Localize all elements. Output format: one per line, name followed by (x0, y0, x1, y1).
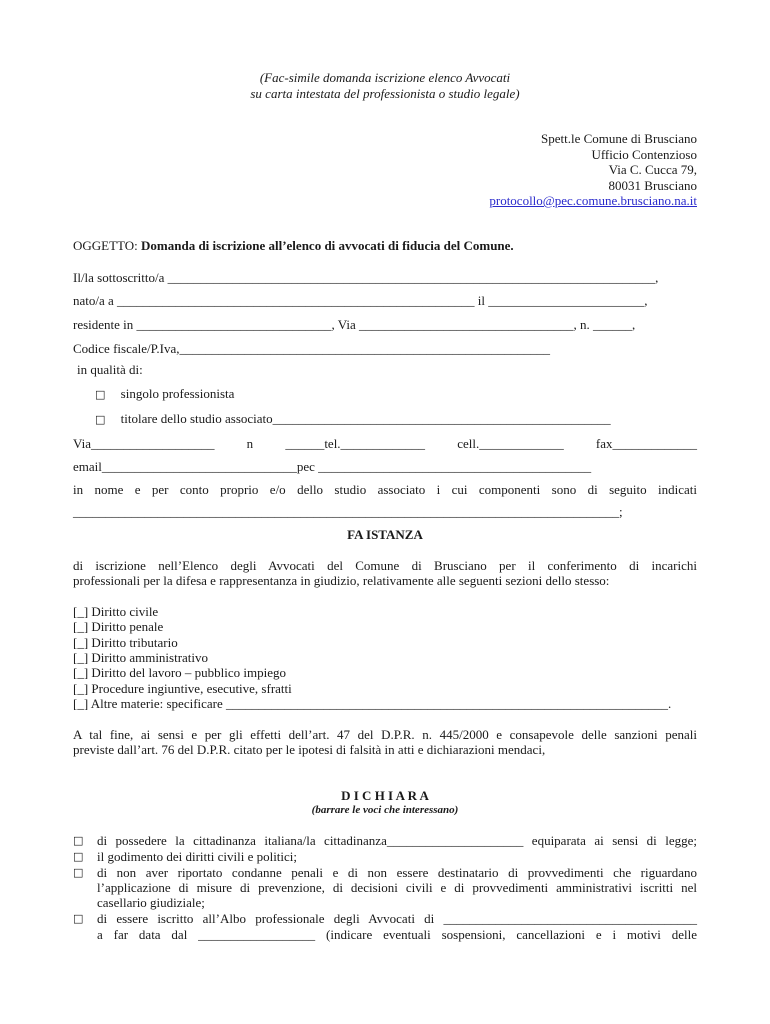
dichiara-item-4-line-2: a far data dal __________________ (indicare eventuali sospensioni, cancellazioni e i motivi delle (97, 927, 697, 942)
field-sottoscritto[interactable]: Il/la sottoscritto/a ___________________________________________________________________________, (73, 270, 659, 285)
section-item[interactable]: [_] Diritto civile (73, 604, 159, 619)
istanza-para-line-2: professionali per la difesa e rappresentanza in giudizio, relativamente alle seguenti sezioni dello stesso: (73, 573, 610, 588)
option-singolo-label: singolo professionista (120, 386, 235, 401)
address-line-1: Spett.le Comune di Brusciano (541, 131, 697, 146)
fine-line-2: previste dall’art. 76 del D.P.R. citato per le ipotesi di falsità in atti e dichiarazioni mendaci, (73, 742, 546, 757)
header-line-2: su carta intestata del professionista o studio legale) (250, 86, 520, 101)
section-item[interactable]: [_] Diritto amministrativo (73, 650, 209, 665)
section-item[interactable]: [_] Procedure ingiuntive, esecutive, sfratti (73, 681, 292, 696)
subject-line (73, 238, 514, 253)
checkbox-icon[interactable]: □ (95, 388, 106, 401)
field-codice-fiscale[interactable]: Codice fiscale/P.Iva,_________________________________________________________ (73, 341, 550, 356)
checkbox-icon[interactable]: □ (73, 850, 84, 863)
dichiara-heading: D I C H I A R A (341, 788, 429, 803)
dichiara-item-3-line-3: casellario giudiziale; (97, 895, 205, 910)
section-item[interactable]: [_] Diritto penale (73, 619, 164, 634)
section-item[interactable]: [_] Diritto del lavoro – pubblico impiego (73, 665, 287, 680)
dichiara-item-1: di possedere la cittadinanza italiana/la cittadinanza_____________________ equiparata ai sensi di legge; (97, 833, 697, 848)
checkbox-icon[interactable]: □ (73, 912, 84, 925)
istanza-heading: FA ISTANZA (347, 527, 423, 542)
address-line-4: 80031 Brusciano (608, 178, 697, 193)
option-studio-label: titolare dello studio associato____________________________________________________ (120, 411, 611, 426)
address-line-3: Via C. Cucca 79, (608, 162, 697, 177)
dichiara-subheading: (barrare le voci che interessano) (311, 804, 459, 816)
qualita-label: in qualità di: (77, 362, 143, 377)
section-item[interactable]: [_] Altre materie: specificare ____________________________________________________________________. (73, 696, 672, 711)
checkbox-icon[interactable]: □ (73, 866, 84, 879)
pec-email-link[interactable]: protocollo@pec.comune.brusciano.na.it (489, 193, 697, 208)
option-singolo[interactable] (95, 386, 234, 402)
subject-label: OGGETTO: (73, 238, 138, 253)
address-line-2: Ufficio Contenzioso (591, 147, 697, 162)
dichiara-item-3-line-2: l’applicazione di misure di prevenzione, di decisioni civili e di provvedimenti amministrativi iscritti nel (97, 880, 697, 895)
header-line-1: (Fac-simile domanda iscrizione elenco Avvocati (259, 70, 511, 85)
field-via[interactable]: Via___________________ (73, 436, 215, 451)
fine-line-1: A tal fine, ai sensi e per gli effetti dell’art. 47 del D.P.R. n. 445/2000 e consapevole delle sanzioni penali (73, 727, 697, 742)
field-numero-label: n (246, 436, 254, 451)
checkbox-icon[interactable]: □ (73, 834, 84, 847)
contact-row (73, 436, 697, 451)
nome-conto-line-2[interactable]: ____________________________________________________________________________________; (73, 504, 623, 519)
option-studio[interactable] (95, 411, 611, 427)
dichiara-item-2: il godimento dei diritti civili e politici; (97, 849, 298, 864)
section-item[interactable]: [_] Diritto tributario (73, 635, 178, 650)
field-cell[interactable]: cell._____________ (457, 436, 564, 451)
field-email-pec[interactable]: email______________________________pec __________________________________________ (73, 459, 592, 474)
field-tel[interactable]: ______tel._____________ (285, 436, 426, 451)
field-nato[interactable]: nato/a a _______________________________________________________ il ________________________, (73, 293, 648, 308)
dichiara-item-3-line-1: di non aver riportato condanne penali e di non essere destinatario di provvedimenti che riguardano (97, 865, 697, 880)
dichiara-item-4-line-1: di essere iscritto all’Albo professionale degli Avvocati di _______________________________________ (97, 911, 697, 926)
field-residente[interactable]: residente in ______________________________, Via _________________________________, n. ______, (73, 317, 636, 332)
istanza-para-line-1: di iscrizione nell’Elenco degli Avvocati del Comune di Brusciano per il conferimento di incarichi (73, 558, 697, 573)
checkbox-icon[interactable]: □ (95, 413, 106, 426)
subject-text: Domanda di iscrizione all’elenco di avvocati di fiducia del Comune. (141, 238, 514, 253)
field-fax[interactable]: fax_____________ (595, 436, 697, 451)
nome-conto-line-1: in nome e per conto proprio e/o dello studio associato i cui componenti sono di seguito indicati (73, 482, 697, 497)
